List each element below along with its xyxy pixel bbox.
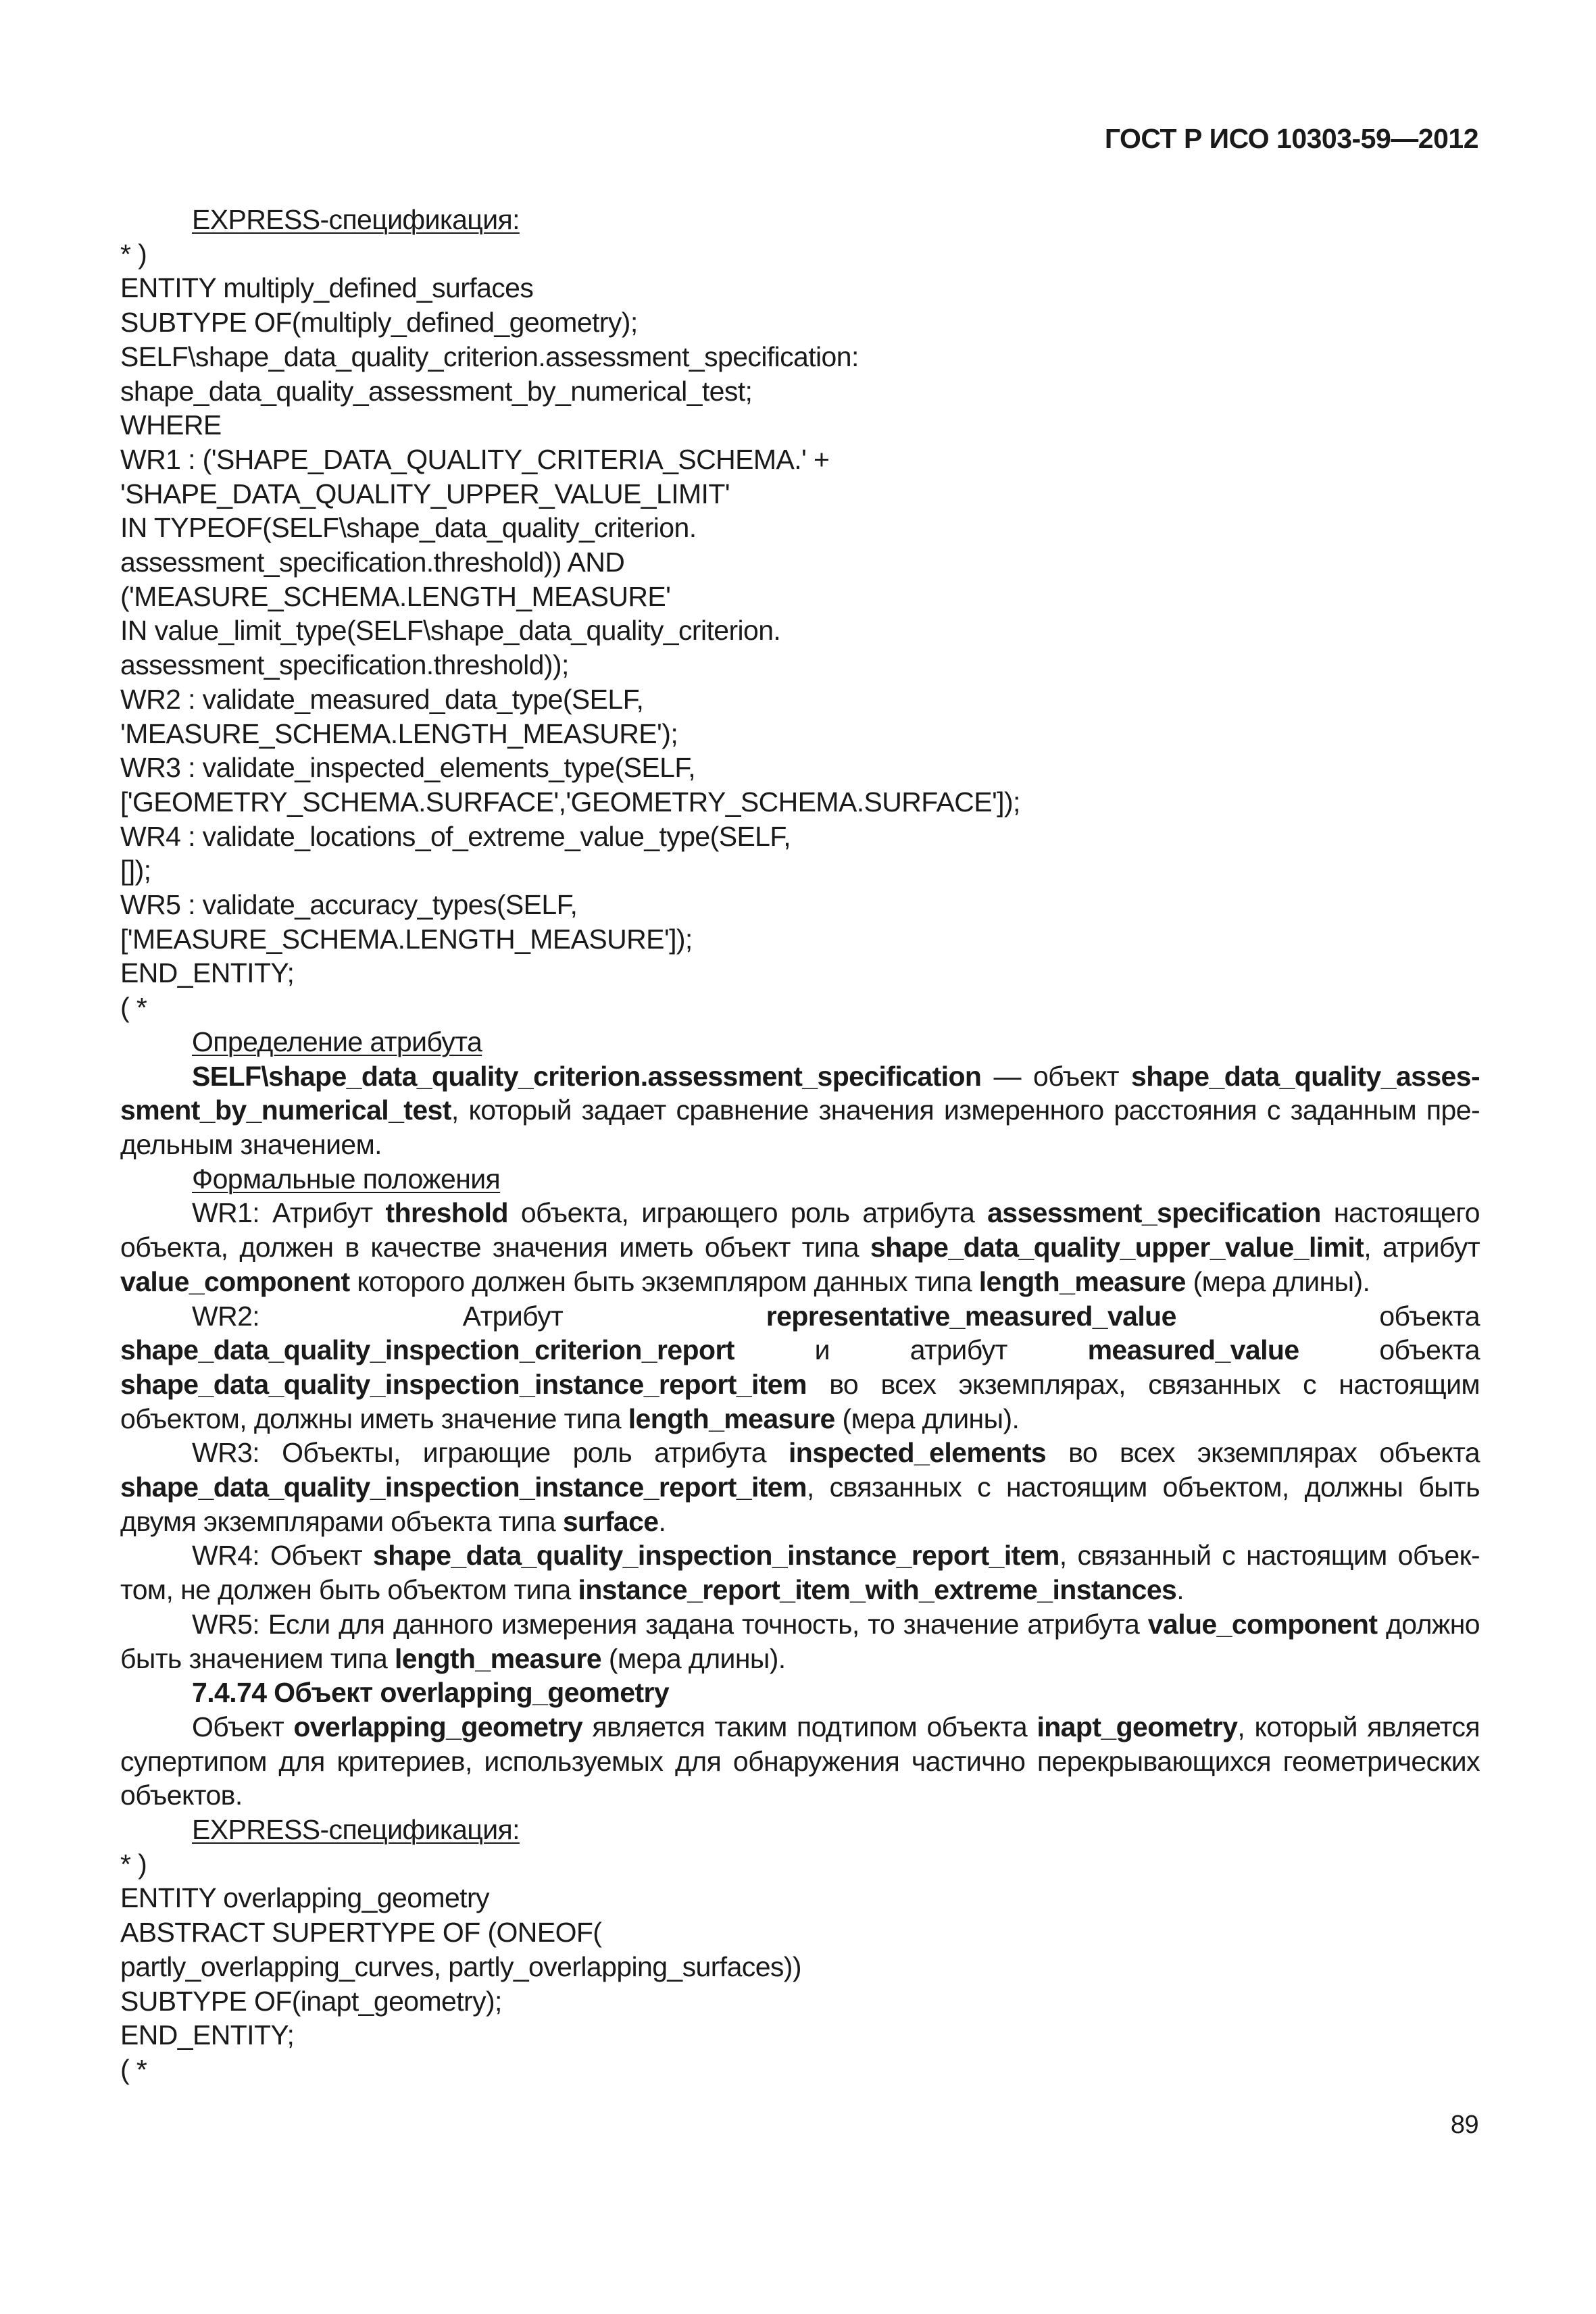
attribute-definition-paragraph: SELF\shape_data_quality_criterion.assessment_specification — объект shape_data_quality_asses-sment_by_numerical_test, который задает сравнение значения измеренного расстояния с заданным пре-дельным значением. <box>120 1060 1480 1160</box>
code-line: * ) <box>120 1848 147 1880</box>
code-line: END_ENTITY; <box>120 957 295 989</box>
document-header: ГОСТ Р ИСО 10303-59—2012 <box>1104 123 1478 154</box>
code-line: ( * <box>120 992 147 1024</box>
code-line: WR4 : validate_locations_of_extreme_value_type(SELF, <box>120 820 791 852</box>
section-paragraph: Объект overlapping_geometry является таким подтипом объекта inapt_geometry, который является супертипом для критериев, используемых для обнаружения частично перекрывающихся геометрических объектов. <box>120 1711 1480 1811</box>
express-code-block-2 <box>120 1847 1480 2087</box>
code-line: IN value_limit_type(SELF\shape_data_quality_criterion. <box>120 615 781 647</box>
express-label: EXPRESS-спецификация: <box>192 1814 520 1846</box>
code-line: WR3 : validate_inspected_elements_type(SELF, <box>120 752 696 784</box>
page-number: 89 <box>1450 2111 1478 2139</box>
page-content <box>120 203 1480 2087</box>
code-line: assessment_specification.threshold)); <box>120 649 569 681</box>
wr4-paragraph: WR4: Объект shape_data_quality_inspection_instance_report_item, связанный с настоящим объек-том, не должен быть объектом типа instance_report_item_with_extreme_instances. <box>120 1540 1480 1606</box>
code-line: WR2 : validate_measured_data_type(SELF, <box>120 683 644 715</box>
code-line: END_ENTITY; <box>120 2019 295 2051</box>
code-line: SELF\shape_data_quality_criterion.assessment_specification: <box>120 341 859 372</box>
code-line: ABSTRACT SUPERTYPE OF (ONEOF( <box>120 1917 602 1948</box>
code-line: partly_overlapping_curves, partly_overlapping_surfaces)) <box>120 1951 801 1982</box>
code-line: ['GEOMETRY_SCHEMA.SURFACE','GEOMETRY_SCHEMA.SURFACE']); <box>120 786 1020 818</box>
formal-propositions-label: Формальные положения <box>192 1163 501 1194</box>
code-line: ['MEASURE_SCHEMA.LENGTH_MEASURE']); <box>120 923 693 955</box>
code-line: WR1 : ('SHAPE_DATA_QUALITY_CRITERIA_SCHEMA.' + <box>120 443 830 475</box>
code-line: * ) <box>120 238 147 270</box>
express-code-block-1 <box>120 237 1480 1025</box>
wr5-paragraph: WR5: Если для данного измерения задана точность, то значение атрибута value_component должно быть значением типа length_measure (мера длины). <box>120 1608 1480 1674</box>
code-line: ENTITY multiply_defined_surfaces <box>120 272 534 304</box>
section-heading: 7.4.74 Объект overlapping_geometry <box>192 1677 670 1709</box>
code-line: SUBTYPE OF(multiply_defined_geometry); <box>120 307 638 338</box>
wr2-paragraph: WR2: Атрибут representative_measured_value объекта shape_data_quality_inspection_criterion_report и атрибут measured_value объекта shape_data_quality_inspection_instance_report_item во всех экземплярах, связанных с настоящим объектом, должны иметь значение типа length_measure (мера длины). <box>120 1300 1480 1434</box>
code-line: WR5 : validate_accuracy_types(SELF, <box>120 889 578 921</box>
code-line: ('MEASURE_SCHEMA.LENGTH_MEASURE' <box>120 580 671 612</box>
wr1-paragraph: WR1: Атрибут threshold объекта, играющего роль атрибута assessment_specification настоящего объекта, должен в качестве значения иметь объект типа shape_data_quality_upper_value_limit, атрибут value_component которого должен быть экземпляром данных типа length_measure (мера длины). <box>120 1197 1480 1297</box>
express-label: EXPRESS-спецификация: <box>192 204 520 235</box>
code-line: 'MEASURE_SCHEMA.LENGTH_MEASURE'); <box>120 718 678 749</box>
code-line: ( * <box>120 2053 147 2085</box>
attribute-definition-label: Определение атрибута <box>192 1026 482 1057</box>
code-line: SUBTYPE OF(inapt_geometry); <box>120 1985 502 2017</box>
code-line: IN TYPEOF(SELF\shape_data_quality_criterion. <box>120 512 697 544</box>
code-line: shape_data_quality_assessment_by_numerical_test; <box>120 375 753 407</box>
code-line: []); <box>120 855 151 886</box>
code-line: 'SHAPE_DATA_QUALITY_UPPER_VALUE_LIMIT' <box>120 478 730 509</box>
code-line: assessment_specification.threshold)) AND <box>120 547 625 578</box>
code-line: WHERE <box>120 409 222 441</box>
wr3-paragraph: WR3: Объекты, играющие роль атрибута inspected_elements во всех экземплярах объекта shape_data_quality_inspection_instance_report_item, связанных с настоящим объектом, должны быть двумя экземплярами объекта типа surface. <box>120 1437 1480 1537</box>
code-line: ENTITY overlapping_geometry <box>120 1882 489 1914</box>
